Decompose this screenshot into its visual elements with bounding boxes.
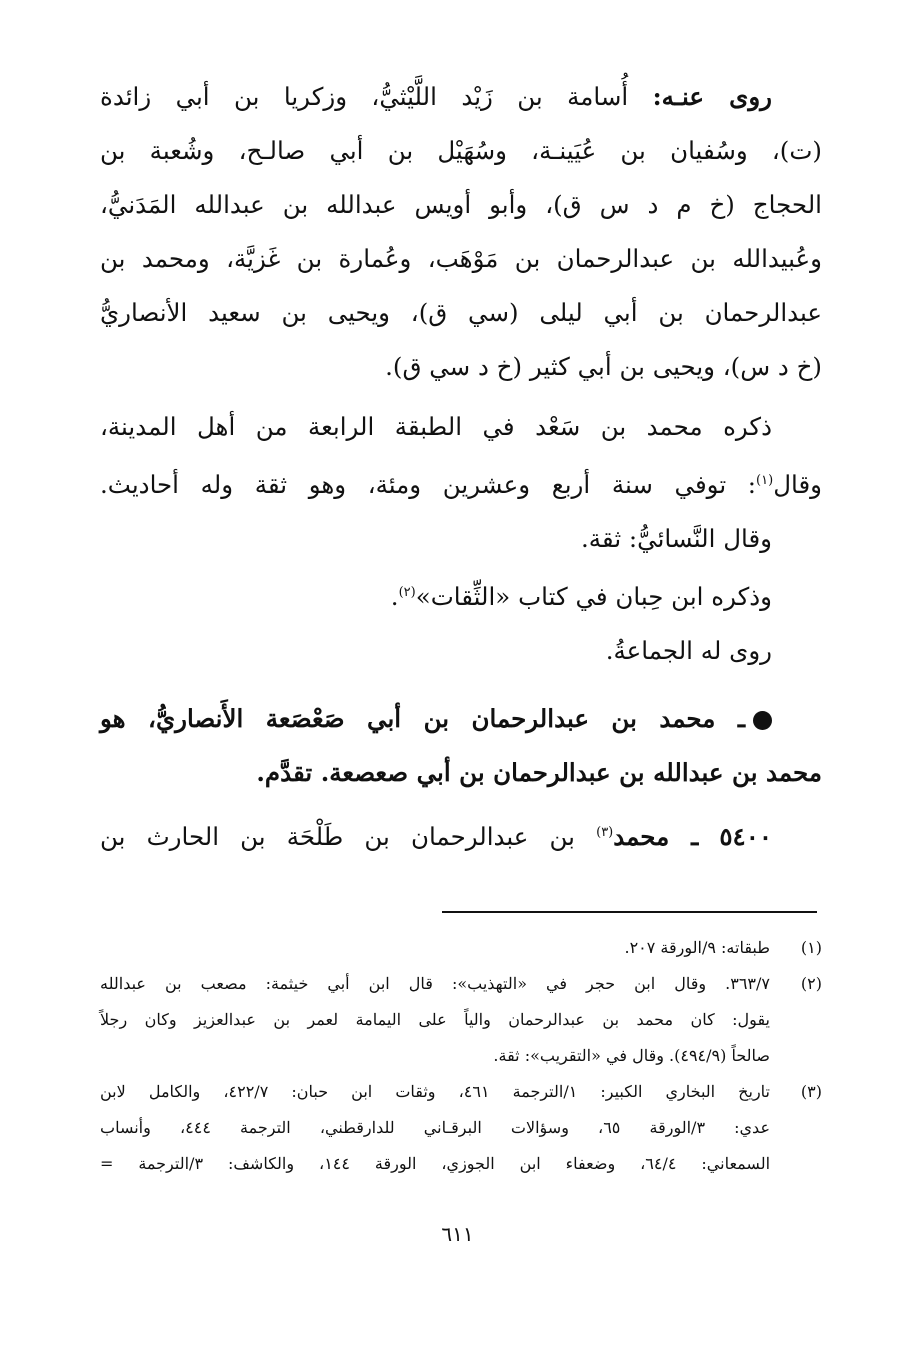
paragraph-nasai: وقال النَّسائيُّ: ثقة. [581,524,772,554]
text-line: محمد بن عبدالله بن عبدالرحمان بن أبي صعصعة. تقدَّم. [256,758,822,788]
text-line: (ت)، وسُفيان بن عُيَينـة، وسُهَيْل بن أبي صالـح، وشُعبة بن [100,136,822,165]
footnote-1 [100,930,822,966]
footnote-line: تاريخ البخاري الكبير: ١/الترجمة ٤٦١، وثقات ابن حبان: ٤٢٢/٧، والكامل لابن [100,1082,771,1101]
text-line: ـ محمد بن عبدالرحمان بن أبي صَعْصَعة الأَنصاريُّ، هو [100,692,822,746]
bullet-icon [753,711,772,730]
footnotes [100,930,822,1182]
text-line: وقال$^{(١)}$: توفي سنة أربع وعشرين ومئة، وهو ثقة وله أحاديث. [100,470,822,500]
text-line: الحجاج (خ م د س ق)، وأبو أويس عبدالله بن عبدالله المَدَنيُّ، [100,190,822,219]
footnote-number: (١) [800,938,822,957]
footnote-ref[interactable]: (٣) [596,825,614,841]
paragraph-ibn-hibban: وذكره ابن حِبان في كتاب «الثِّقات»$^{(٢)}$. [390,582,772,612]
footnote-line: يقول: كان محمد بن عبدالرحمان والياً على اليمامة لعمر بن عبدالعزيز وكان رجلاً [100,1010,770,1029]
paragraph-jamaa: روى له الجماعةُ. [605,636,772,666]
footnote-line: عدي: ٣/الورقة ٦٥، وسؤالات البرقـاني للدارقطني، الترجمة ٤٤٤، وأنساب [100,1118,771,1137]
entry-5400: ٥٤٠٠ ـ محمد$^{(٣)}$ بن عبدالرحمان بن طَلْحَة بن الحارث بن [100,822,773,852]
section-lead: روى عنـه: [652,82,772,111]
footnote-line: طبقاته: ٩/الورقة ٢٠٧. [624,938,770,957]
footnote-line: صالحاً (٤٩٤/٩). وقال في «التقريب»: ثقة. [493,1046,770,1065]
page-number: ٦١١ [441,1222,474,1246]
footnote-ref[interactable]: (٢) [398,585,416,601]
footnote-line: ٣٦٣/٧. وقال ابن حجر في «التهذيب»: قال ابن أبي خيثمة: مصعب بن عبدالله [100,974,770,993]
footnote-line: السمعاني: ٦٤/٤، وضعفاء ابن الجوزي، الورقة ١٤٤، والكاشف: ٣/الترجمة = [100,1154,771,1173]
entry-number: ٥٤٠٠ [719,822,773,852]
main-text [100,70,822,864]
text-line: روى عنـه: أُسامة بن زَيْد اللَّيْثيُّ، وزكريا بن أبي زائدة [100,82,772,111]
entry-abu-sasaa [100,692,822,800]
footnote-ref[interactable]: (١) [756,473,774,488]
footnote-number: (٢) [800,974,822,993]
text-line: (خ د س)، ويحيى بن أبي كثير (خ د سي ق). [385,352,822,381]
footnote-number: (٣) [800,1082,822,1101]
footnote-divider [442,911,817,913]
footnote-3 [100,1074,822,1182]
paragraph-ibn-sad [100,400,822,512]
text-line: ذكره محمد بن سَعْد في الطبقة الرابعة من أهل المدينة، [100,412,772,441]
paragraph-narrators [100,70,822,394]
text-line: عبدالرحمان بن أبي ليلى (سي ق)، ويحيى بن سعيد الأنصاريُّ [100,298,822,327]
footnote-2 [100,966,822,1074]
text-line: وعُبيدالله بن عبدالرحمان بن مَوْهَب، وعُمارة بن غَزيَّة، ومحمد بن [100,244,822,273]
